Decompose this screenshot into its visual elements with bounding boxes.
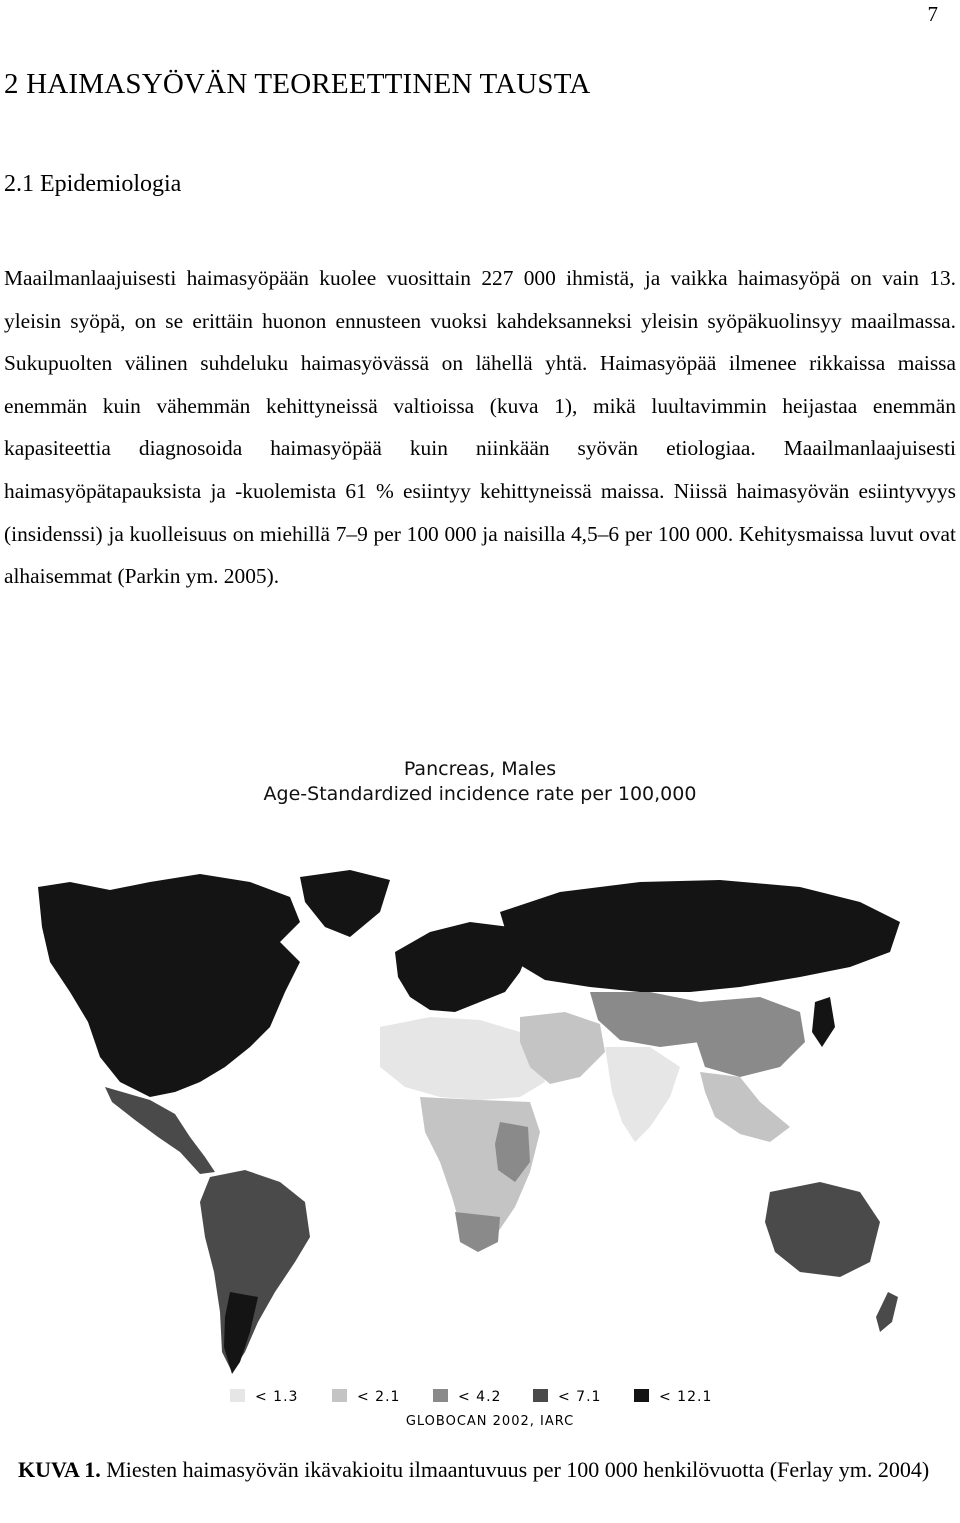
- section-heading: 2.1 Epidemiologia: [4, 171, 182, 197]
- legend-label: < 12.1: [659, 1389, 713, 1405]
- world-map: [0, 852, 960, 1382]
- region-new-zealand: [876, 1292, 898, 1332]
- legend-label: < 2.1: [357, 1389, 401, 1405]
- region-south-africa: [455, 1212, 500, 1252]
- legend-label: < 4.2: [458, 1389, 502, 1405]
- region-china: [695, 997, 805, 1077]
- map-subtitle: Age-Standardized incidence rate per 100,000: [263, 783, 697, 805]
- page-number: 7: [927, 2, 938, 26]
- legend-swatch: [433, 1389, 448, 1402]
- region-india: [605, 1047, 680, 1142]
- map-source: GLOBOCAN 2002, IARC: [405, 1414, 575, 1429]
- legend-swatch: [634, 1389, 649, 1402]
- body-paragraph: Maailmanlaajuisesti haimasyöpään kuolee vuosittain 227 000 ihmistä, ja vaikka haimasyöpä on vain 13. yleisin syöpä, on se erittäin huonon ennusteen vuoksi kahdeksanneksi yleisin syöpäkuolinsyy maailmassa. Sukupuolten välinen suhdeluku haimasyövässä on lähellä yhtä. Haimasyöpää ilmenee rikkaissa maissa enemmän kuin vähemmän kehittyneissä valtioissa (kuva 1), mikä luultavimmin heijastaa enemmän kapasiteettia diagnosoida haimasyöpää kuin niinkään syövän etiologiaa. Maailmanlaajuisesti haimasyöpätapauksista ja -kuolemista 61 % esiintyy kehittyneissä maissa. Niissä haimasyövän esiintyvyys (insidenssi) ja kuolleisuus on miehillä 7–9 per 100 000 ja naisilla 4,5–6 per 100 000. Kehitysmaissa luvut ovat alhaisemmat (Parkin ym. 2005).: [4, 266, 956, 589]
- legend-item: [634, 1389, 712, 1405]
- region-north-america: [38, 874, 300, 1097]
- region-japan: [812, 997, 835, 1047]
- map-title: Pancreas, Males: [403, 758, 557, 780]
- legend-swatch: [230, 1389, 245, 1402]
- legend-swatch: [533, 1389, 548, 1402]
- legend-swatch: [332, 1389, 347, 1402]
- legend-item: [433, 1389, 501, 1405]
- region-southeast-asia: [700, 1072, 790, 1142]
- legend-item: [230, 1389, 298, 1405]
- figure-caption: [18, 1448, 932, 1491]
- region-south-america: [200, 1170, 310, 1372]
- legend-label: < 1.3: [255, 1389, 299, 1405]
- legend-item: [332, 1389, 400, 1405]
- region-mexico: [105, 1087, 215, 1174]
- region-greenland: [300, 870, 390, 937]
- world-map-figure: [0, 752, 960, 1442]
- region-australia: [765, 1182, 880, 1277]
- caption-text: Miesten haimasyövän ikävakioitu ilmaantuvuus per 100 000 henkilövuotta (Ferlay ym. 2004): [106, 1457, 930, 1482]
- chapter-heading: 2 HAIMASYÖVÄN TEOREETTINEN TAUSTA: [4, 68, 591, 100]
- legend-item: [533, 1389, 601, 1405]
- caption-label: KUVA 1.: [18, 1457, 101, 1482]
- legend-label: < 7.1: [558, 1389, 602, 1405]
- region-russia: [500, 880, 900, 992]
